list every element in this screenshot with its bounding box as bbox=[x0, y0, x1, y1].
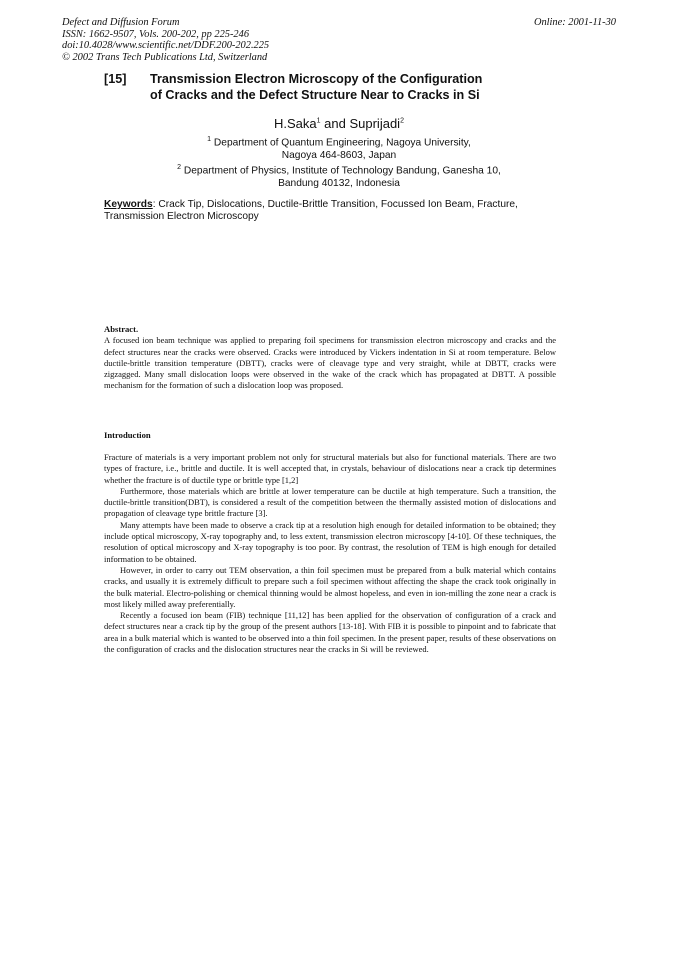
title-line-1: Transmission Electron Microscopy of the Configuration bbox=[150, 72, 483, 86]
affiliation-2-mark: 2 bbox=[177, 164, 182, 171]
journal-issn: ISSN: 1662-9507, Vols. 200-202, pp 225-246 bbox=[62, 28, 250, 40]
author-1: H.Saka bbox=[274, 116, 317, 131]
affiliation-1 bbox=[0, 134, 678, 162]
affiliation-1-line-1: Department of Quantum Engineering, Nagoya University, bbox=[213, 137, 471, 149]
introduction-heading: Introduction bbox=[104, 430, 151, 440]
journal-citation bbox=[62, 17, 269, 63]
introduction-body bbox=[104, 452, 556, 655]
author-2-affil-mark: 2 bbox=[400, 117, 404, 125]
affiliation-1-mark: 1 bbox=[207, 136, 212, 143]
abstract-section bbox=[104, 324, 556, 392]
journal-copyright: © 2002 Trans Tech Publications Ltd, Switzerland bbox=[62, 51, 268, 63]
keywords-text: : Crack Tip, Dislocations, Ductile-Brittle Transition, Focussed Ion Beam, Fracture, Transmission Electron Microscopy bbox=[104, 199, 518, 222]
intro-paragraph-1: Fracture of materials is a very important problem not only for structural materials but also for functional materials. There are two types of fracture, i.e., brittle and ductile. It is well accepted that, in crystals, behaviour of dislocations near a crack tip determines whether the fracture is of ductile type or brittle type [1,2] bbox=[104, 452, 556, 485]
author-2: and Suprijadi bbox=[320, 116, 401, 131]
author-1-affil-mark: 1 bbox=[316, 117, 321, 125]
keywords bbox=[104, 199, 564, 223]
keywords-label: Keywords bbox=[104, 199, 153, 210]
intro-paragraph-5: Recently a focused ion beam (FIB) technique [11,12] has been applied for the observation of configuration of a crack and defect structures near a crack tip by the group of the present authors [13-18]. With FIB it is possible to pinpoint and to fabricate that area in a bulk material which is wanted to be observed into a thin foil specimen. In the present paper, results of these observations on the configuration of cracks and the dislocation structures near the cracks in Si will be reviewed. bbox=[104, 610, 556, 655]
intro-paragraph-3: Many attempts have been made to observe a crack tip at a resolution high enough for detailed information to be obtained; they include optical microscopy, X-ray topography and, to less extent, transmission electron microscopy [4-10]. Of these techniques, the resolution of optical microscopy and X-ray topography is too poor. By contrast, the resolution of TEM is high enough for detailed information to be obtained. bbox=[104, 519, 556, 564]
affiliation-1-line-2: Nagoya 464-8603, Japan bbox=[281, 149, 397, 161]
abstract-text: A focused ion beam technique was applied to preparing foil specimens for transmission electron microscopy and cracks and the defect structures near the cracks were observed. Cracks were introduced by Vickers indentation in Si at room temperature. Below ductile-brittle transition temperature (DBTT), cracks were of cleavage type and very straight, while at DBTT, cracks were zigzagged. Many small dislocation loops were observed in the wake of the crack which has propagated at DBTT. A possible mechanism for the formation of such a dislocation loop was proposed. bbox=[104, 335, 556, 391]
abstract-heading: Abstract. bbox=[104, 324, 139, 334]
journal-doi[interactable]: doi:10.4028/www.scientific.net/DDF.200-202.225 bbox=[62, 40, 270, 52]
affiliation-2 bbox=[0, 162, 678, 190]
introduction-heading-block bbox=[104, 430, 556, 441]
journal-name: Defect and Diffusion Forum bbox=[62, 17, 180, 28]
affiliation-2-line-2: Bandung 40132, Indonesia bbox=[278, 177, 400, 189]
title-text bbox=[150, 71, 550, 103]
intro-paragraph-4: However, in order to carry out TEM observation, a thin foil specimen must be prepared from a bulk material which contains cracks, and usually it is extremely difficult to prepare such a foil specimen without affecting the shape the crack took originally in the bulk material. Electro-polishing or chemical thinning would be almost hopeless, and even in ion-milling the zone near a crack is most likely milled away preferentially. bbox=[104, 564, 556, 609]
paper-number: [15] bbox=[104, 72, 127, 86]
authors bbox=[0, 116, 678, 131]
title-line-2: of Cracks and the Defect Structure Near to Cracks in Si bbox=[150, 88, 480, 102]
online-date: Online: 2001-11-30 bbox=[533, 17, 616, 28]
intro-paragraph-2: Furthermore, those materials which are brittle at lower temperature can be ductile at high temperature. Such a transition, the ductile-brittle transition(DBT), is considered a result of the competition between the thermally assisted motion of dislocations and propagation of cleavage type brittle fracture [3]. bbox=[104, 485, 556, 519]
affiliation-2-line-1: Department of Physics, Institute of Technology Bandung, Ganesha 10, bbox=[183, 165, 501, 177]
